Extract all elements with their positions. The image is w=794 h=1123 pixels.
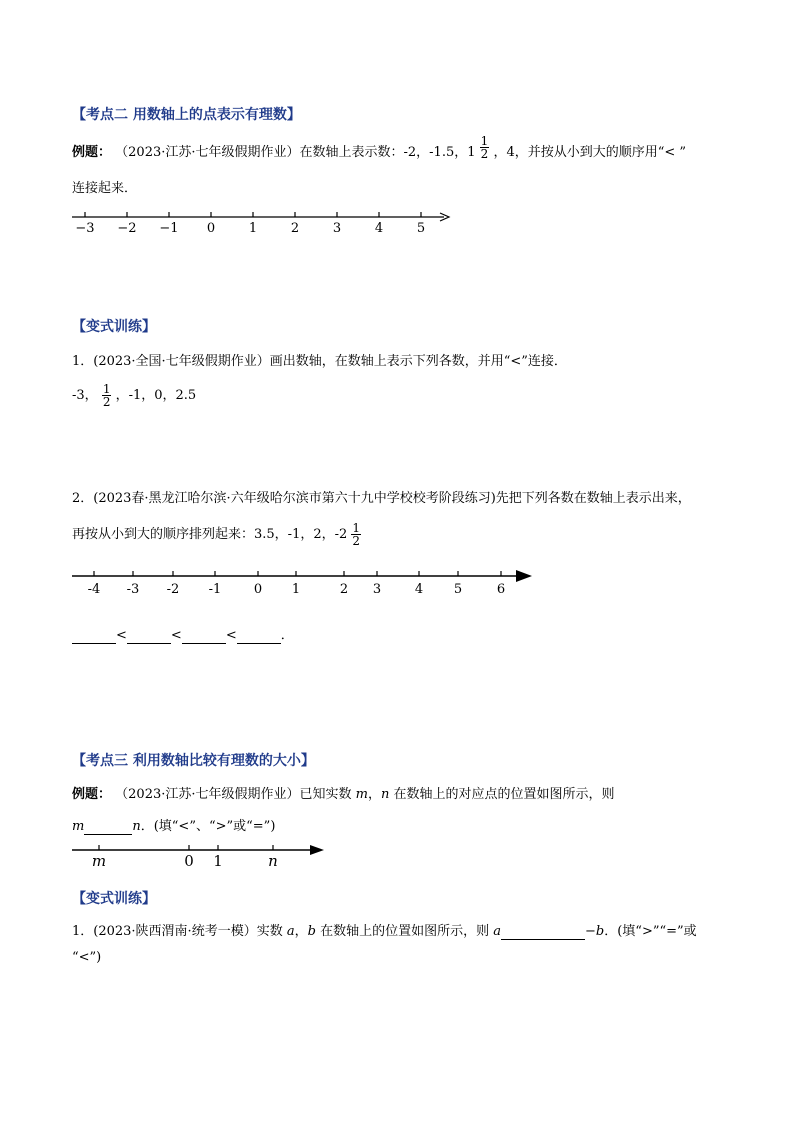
q3-text-b: 在数轴上的位置如图所示，则 — [320, 924, 490, 939]
axis-label: −2 — [117, 221, 137, 236]
axis-label: 5 — [416, 221, 426, 236]
axis-label: -2 — [166, 582, 180, 597]
blank-1[interactable] — [72, 628, 116, 644]
number-line-2 — [68, 565, 538, 599]
comparison-blank[interactable] — [501, 924, 585, 940]
blank-2[interactable] — [127, 628, 171, 644]
fraction-one-half — [480, 135, 490, 160]
q2-text: 2．(2023春·黑龙江哈尔滨·六年级哈尔滨市第六十九中学校校考阶段练习)先把下列各数在数轴上表示出来， — [72, 491, 691, 506]
var-m: m — [72, 819, 85, 834]
var-m: m — [355, 787, 368, 802]
lt-sign: < — [170, 628, 182, 643]
var-a: a — [493, 924, 502, 939]
blank-3[interactable] — [182, 628, 226, 644]
axis-label: 3 — [372, 582, 382, 597]
example-text-a: （2023·江苏·七年级假期作业）在数轴上表示数：-2，-1.5，1 — [115, 145, 476, 160]
minus-b: −b — [585, 924, 605, 939]
q1-numbers — [72, 383, 196, 408]
axis-label: 6 — [496, 582, 506, 597]
lt-sign: < — [116, 628, 127, 643]
axis-label: 1 — [248, 221, 258, 236]
fraction-one-half — [351, 522, 361, 547]
example3-line2[interactable] — [72, 815, 275, 835]
var-b: b — [307, 924, 316, 939]
lt-sign: < — [225, 628, 237, 643]
comma: ， — [367, 787, 381, 802]
fraction-numerator: 1 — [480, 134, 489, 148]
variant-heading-2: 【变式训练】 — [72, 891, 156, 907]
example-label: 例题： — [72, 145, 112, 160]
q3-text-a: 1．(2023·陕西渭南·统考一模）实数 — [72, 924, 283, 939]
example-text-b: ，4，并按从小到大的顺序用“< ” — [493, 145, 687, 160]
fraction-denominator: 2 — [102, 395, 111, 409]
q1-nums-a: -3， — [72, 388, 98, 403]
blank-4[interactable] — [237, 628, 281, 644]
example-label: 例题： — [72, 787, 112, 802]
axis-label: -3 — [126, 582, 140, 597]
axis-label: 0 — [184, 852, 194, 870]
var-n: n — [132, 819, 141, 834]
axis-label: -1 — [208, 582, 222, 597]
axis-label: m — [91, 852, 107, 870]
axis-label: −3 — [75, 221, 95, 236]
fraction-numerator: 1 — [352, 521, 361, 535]
q3-line2: “<”) — [72, 950, 102, 965]
answer-blanks[interactable]: < < < ． — [72, 624, 294, 644]
comma: ， — [294, 924, 308, 939]
number-line-1 — [68, 206, 458, 238]
q3-tail: ．(填“>”“=”或 — [604, 924, 697, 939]
axis-label: n — [268, 852, 278, 870]
comparison-blank[interactable] — [84, 819, 132, 835]
number-line-3 — [68, 842, 330, 872]
axis-label: 0 — [253, 582, 263, 597]
axis-label: 2 — [339, 582, 349, 597]
example3-question — [72, 783, 615, 802]
q2-line2 — [72, 522, 361, 547]
axis-label: 1 — [213, 852, 223, 870]
example3-text-b: 在数轴上的对应点的位置如图所示，则 — [393, 787, 615, 802]
fraction-denominator: 2 — [352, 534, 361, 548]
axis-label: -4 — [87, 582, 101, 597]
var-n: n — [381, 787, 390, 802]
variant-heading-1: 【变式训练】 — [72, 319, 156, 335]
axis-label: 3 — [332, 221, 342, 236]
q1-nums-b: ，-1，0，2.5 — [115, 388, 197, 403]
axis-label: 4 — [414, 582, 424, 597]
axis-label: −1 — [159, 221, 179, 236]
fraction-one-half — [102, 383, 112, 408]
section2-heading: 【考点二 用数轴上的点表示有理数】 — [72, 107, 301, 123]
section3-heading: 【考点三 利用数轴比较有理数的大小】 — [72, 753, 315, 769]
example-line2: 连接起来． — [72, 181, 138, 196]
example3-tail: ．(填“<”、“>”或“=”) — [140, 819, 276, 834]
axis-label: 1 — [291, 582, 301, 597]
axis-label: 0 — [206, 221, 216, 236]
axis-label: 4 — [374, 221, 384, 236]
q1-text: 1．(2023·全国·七年级假期作业）画出数轴，在数轴上表示下列各数，并用“<”连接． — [72, 354, 567, 369]
fraction-denominator: 2 — [480, 147, 489, 161]
axis-label: 2 — [290, 221, 300, 236]
example3-text: （2023·江苏·七年级假期作业）已知实数 — [115, 787, 352, 802]
fraction-numerator: 1 — [102, 382, 111, 396]
q2-line2-a: 再按从小到大的顺序排列起来：3.5，-1，2，-2 — [72, 527, 348, 542]
axis-label: 5 — [453, 582, 463, 597]
example-question — [72, 134, 687, 161]
var-a: a — [286, 924, 295, 939]
q3-text[interactable] — [72, 920, 697, 940]
